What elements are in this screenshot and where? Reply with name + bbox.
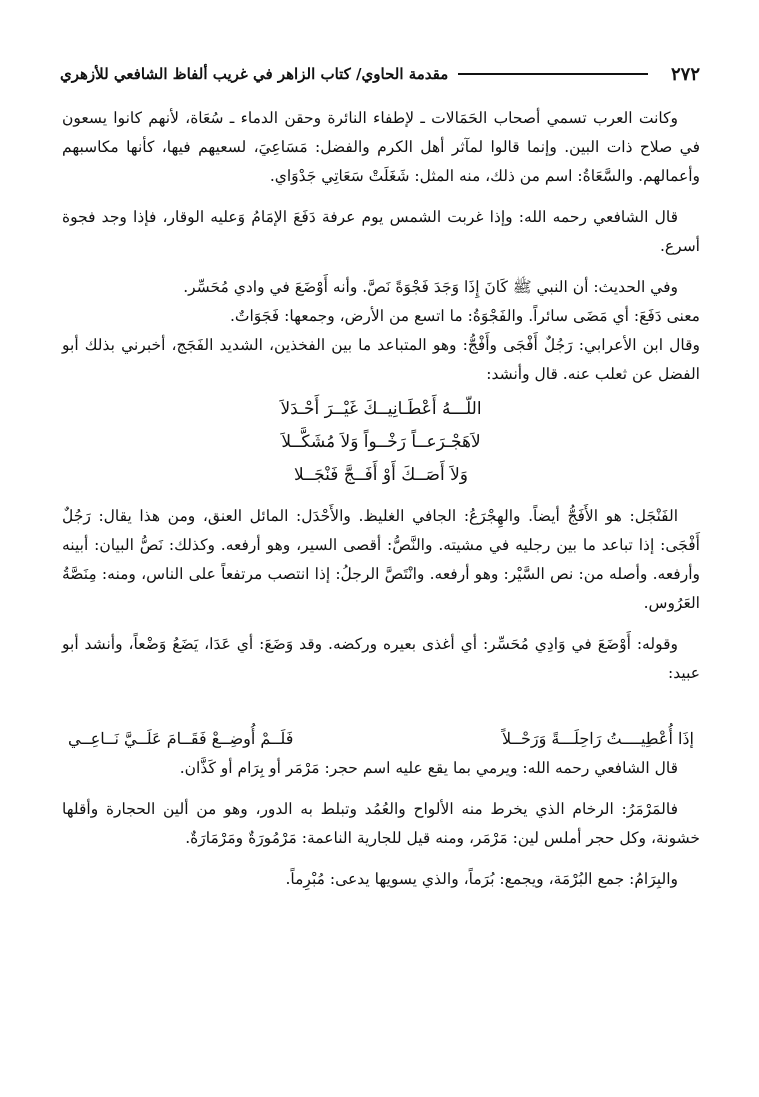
paragraph-9: فالمَرْمَرُ: الرخام الذي يخرط منه الألواح والعُمُد وتبلط به الدور، وهو من ألين الحجارة وأقلها خشونة، وكل حجر أملس لين: مَرْمَر، ومنه قيل للجارية الناعمة: مَرْمُورَةٌ ومَرْمَارَةٌ.: [62, 800, 700, 847]
verse-line: اللّـــهُ أَعْطَـانِيــكَ غَيْــرَ أَحْـدَلاَ: [280, 399, 482, 419]
paragraph-6: الفَنْجَل: هو الأَفَجُّ أيضاً. والهِجْرَعُ: الجافي الغليظ. والأَحْدَل: المائل العنق، ومن هذا يقال: رَجُلٌ أَفْجَى: إذا تباعد ما بين رجليه في مشيته. والنَّصُّ: أقصى السير، وهو أرفعه. وكذلك: نَصُّ البيان: أبينه وأرفعه. وأصله من: نص السَّيْر: وهو أرفعه. وانْتَصَّ الرجلُ: إذا انتصب مرتفعاً على الناس، ومنه: مِنَصَّةُ العَرُوس.: [62, 507, 700, 612]
verse-first-hemistich: إذَا أُعْطِيــــتُ رَاحِلَـــةً وَرَحْــلاً: [502, 729, 694, 748]
verse-second-hemistich: فَلَــمْ أُوضِــعْ فَقَــامَ عَلَــيَّ نَــاعِــي: [68, 729, 294, 748]
body-text: [62, 104, 700, 894]
paragraph-10: والبِرَامُ: جمع البُرْمَة، ويجمع: بُرَماً، والذي يسويها يدعى: مُبْرِماً.: [285, 870, 678, 888]
running-title: مقدمة الحاوي/ كتاب الزاهر في غريب ألفاظ الشافعي للأزهري: [60, 65, 449, 83]
paragraph-7: وقوله: أَوْضَعَ في وَادِي مُحَسِّر: أي أغذى بعيره وركضه. وقد وَضَعَ: أي عَدَا، يَضَعُ وَضْعاً، وأنشد أبو عبيد:: [62, 635, 700, 682]
paragraph-2: قال الشافعي رحمه الله: وإذا غربت الشمس يوم عرفة دَفَعَ الإمَامُ وَعليه الوقار، فإذا وجد فجوة أسرع.: [62, 208, 700, 255]
paragraph-4: معنى دَفَعَ: أي مَضَى سائراً. والفَجْوَةُ: ما اتسع من الأرض، وجمعها: فَجَوَاتٌ.: [229, 307, 700, 325]
paragraph-1: وكانت العرب تسمي أصحاب الحَمَالات ـ لإطفاء النائرة وحقن الدماء ـ سُعَاة، لأنهم كانوا يسعون في صلاح ذات البين. وإنما قالوا لمآثر أهل الكرم والفضل: مَسَاعِيَ، لسعيهم فيها، كأنها مكاسبهم وأعمالهم. والسَّعَاةُ: اسم من ذلك، منه المثل: شَغَلَتْ سَعَاتِي جَدْوَاي.: [62, 109, 700, 185]
verse-line: لاَهَجْـرَعــاً رَخْــواً وَلاَ مُشَكَّــلاَ: [281, 432, 481, 452]
verse-line: وَلاَ أَصَــكَ أَوْ أَفَــجَّ فَنْجَــلا: [293, 465, 469, 485]
page-number: ٢٧٢: [670, 63, 700, 85]
verse-block-2: [62, 724, 700, 754]
paragraph-8: قال الشافعي رحمه الله: ويرمي بما يقع عليه اسم حجر: مَرْمَر أو بِرَام أو كَذَّان.: [179, 759, 678, 777]
header-rule: [458, 73, 648, 75]
paragraph-3: وفي الحديث: أن النبي ﷺ كَانَ إِذَا وَجَدَ فَجْوَةً نَصَّ. وأنه أَوْضَعَ في وادي مُحَسِّر.: [183, 278, 678, 296]
page-header: [60, 60, 700, 88]
paragraph-5: وقال ابن الأعرابي: رَجُلٌ أَفْجَى وأَفْجُّ: وهو المتباعد ما بين الفخذين، الشديد الفَجَج، أخبرني بذلك أبو الفضل عن ثعلب عنه. قال وأنشد:: [62, 336, 700, 383]
verse-block-1: [62, 393, 700, 492]
